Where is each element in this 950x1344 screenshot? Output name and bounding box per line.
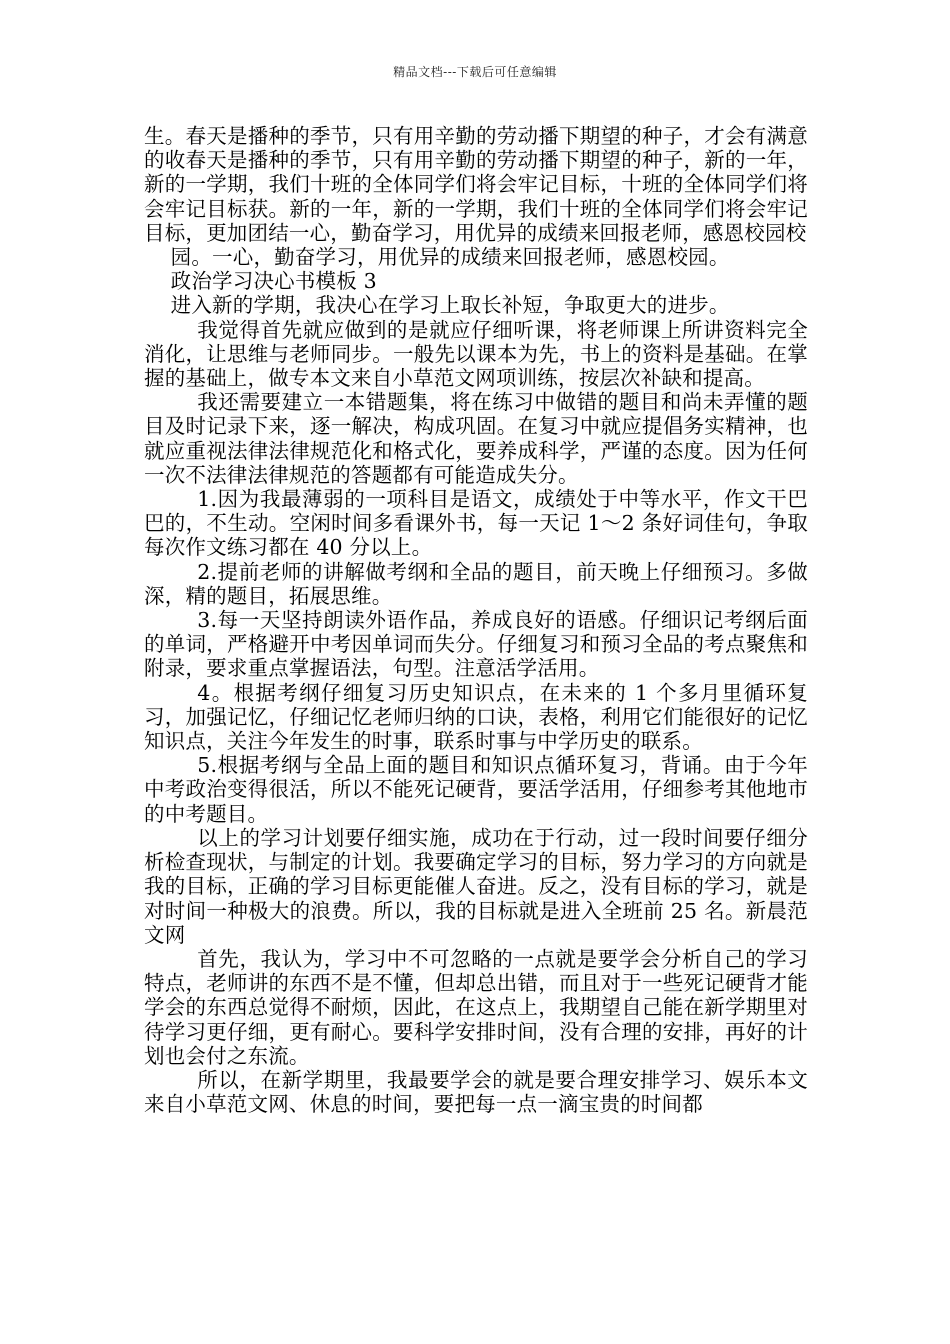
list-item-5: 5.根据考纲与全品上面的题目和知识点循环复习，背诵。由于今年中考政治变得很活，所以不能死记硬背，要活学活用，仔细参考其他地市的中考题目。 bbox=[144, 753, 808, 826]
paragraph-8: 所以，在新学期里，我最要学会的就是要合理安排学习、娱乐本文来自小草范文网、休息的时间，要把每一点一滴宝贵的时间都 bbox=[144, 1067, 808, 1117]
paragraph-7: 首先，我认为，学习中不可忽略的一点就是要学会分析自己的学习特点，老师讲的东西不是不懂，但却总出错，而且对于一些死记硬背才能学会的东西总觉得不耐烦，因此，在这点上，我期望自己能在新学期里对待学习更仔细，更有耐心。要科学安排时间，没有合理的安排，再好的计划也会付之东流。 bbox=[144, 946, 808, 1068]
list-item-1: 1.因为我最薄弱的一项科目是语文，成绩处于中等水平，作文干巴巴的，不生动。空闲时间多看课外书，每一天记 1～2 条好词佳句，争取每次作文练习都在 40 分以上。 bbox=[144, 487, 808, 560]
list-item-4: 4。根据考纲仔细复习历史知识点，在未来的 1 个多月里循环复习，加强记忆，仔细记忆老师归纳的口诀，表格，利用它们能很好的记忆知识点，关注今年发生的时事，联系时事与中学历史的联系。 bbox=[144, 680, 808, 754]
document-body bbox=[144, 124, 808, 1116]
section-title: 政治学习决心书模板 3 bbox=[170, 269, 377, 294]
page-header: 精品文档---下载后可任意编辑 bbox=[393, 65, 557, 79]
paragraph-3: 进入新的学期，我决心在学习上取长补短，争取更大的进步。 bbox=[170, 293, 730, 318]
list-item-3: 3.每一天坚持朗读外语作品，养成良好的语感。仔细识记考纲后面的单词，严格避开中考因单词而失分。仔细复习和预习全品的考点聚焦和附录，要求重点掌握语法，句型。注意活学活用。 bbox=[144, 608, 808, 681]
paragraph-5: 我还需要建立一本错题集，将在练习中做错的题目和尚未弄懂的题目及时记录下来，逐一解决，构成巩固。在复习中就应提倡务实精神，也就应重视法律法律规范化和格式化，要养成科学，严谨的态度。因为任何一次不法律法律规范的答题都有可能造成失分。 bbox=[144, 390, 808, 487]
paragraph-2: 园。一心，勤奋学习，用优异的成绩来回报老师，感恩校园。 bbox=[170, 245, 730, 270]
paragraph-1: 生。春天是播种的季节，只有用辛勤的劳动播下期望的种子，才会有满意的收春天是播种的季节，只有用辛勤的劳动播下期望的种子，新的一年，新的一学期，我们十班的全体同学们将会牢记目标，十班的全体同学们将会牢记目标获。新的一年，新的一学期，我们十班的全体同学们将会牢记目标，更加团结一心，勤奋学习，用优异的成绩来回报老师，感恩校园校 bbox=[144, 124, 808, 245]
paragraph-6: 以上的学习计划要仔细实施，成功在于行动，过一段时间要仔细分析检查现状，与制定的计划。我要确定学习的目标，努力学习的方向就是我的目标，正确的学习目标更能催人奋进。反之，没有目标的学习，就是对时间一种极大的浪费。所以，我的目标就是进入全班前 25 名。新晨范文网 bbox=[144, 825, 808, 947]
list-item-2: 2.提前老师的讲解做考纲和全品的题目，前天晚上仔细预习。多做深，精的题目，拓展思维。 bbox=[144, 559, 808, 608]
paragraph-4: 我觉得首先就应做到的是就应仔细听课，将老师课上所讲资料完全消化，让思维与老师同步。一般先以课本为先，书上的资料是基础。在掌握的基础上，做专本文来自小草范文网项训练，按层次补缺和提高。 bbox=[144, 317, 808, 391]
